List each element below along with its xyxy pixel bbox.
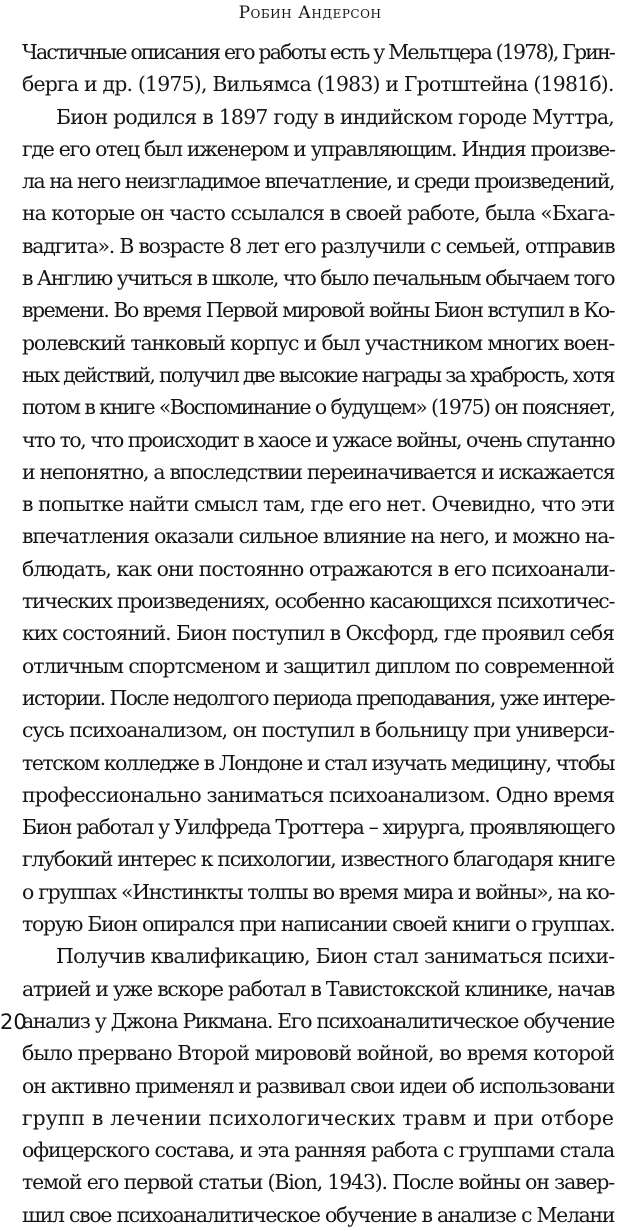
text-line: Получив квалификацию, Бион стал заниматься психи- [56,944,615,969]
text-line: берга и др. (1975), Вильямса (1983) и Гротштейна (1981б). [22,72,614,97]
text-line: торую Бион опирался при написании своей книги о группах. [22,912,615,937]
text-line: Бион работал у Уилфреда Троттера – хирурга, проявляющего [22,815,615,840]
text-line: ных действий, получил две высокие награды за храбрость, хотя [22,362,614,387]
body-text [22,36,614,1231]
text-line: офицерского состава, и эта ранняя работа с группами стала [22,1138,614,1163]
text-line: Бион родился в 1897 году в индийском городе Муттра, [56,104,614,129]
text-line: было прервано Второй мирововй войной, во время которой [22,1041,615,1066]
text-line: истории. После недолгого периода преподавания, уже интере- [22,685,614,710]
text-line: он активно применял и развивал свои идеи об использовани [22,1073,615,1098]
text-line: тических произведениях, особенно касающихся психотичес- [22,589,615,614]
text-line: тетском колледже в Лондоне и стал изучать медицину, чтобы [22,750,614,775]
text-line: Частичные описания его работы есть у Мельтцера (1978), Грин- [22,40,615,64]
text-line: анализ у Джона Рикмана. Его психоаналитическое обучение [22,1008,614,1033]
running-head: Робин Андерсон [238,3,382,23]
text-line: ла на него неизгладимое впечатление, и среди произведений, [22,169,614,194]
text-line: где его отец был иженером и управляющим. Индия произве- [22,136,615,161]
text-line: что то, что происходит в хаосе и ужасе войны, очень спутанно [22,427,615,452]
text-line: ких состояний. Бион поступил в Оксфорд, где проявил себя [22,621,614,646]
text-line: о группах «Инстинкты толпы во время мира и войны», на ко- [22,879,615,904]
text-line: отличным спортсменом и защитил диплом по современной [22,653,614,678]
text-line: шил свое психоаналитическое обучение в анализе с Мелани [22,1202,615,1227]
text-line: темой его первой статьи (Bion, 1943). После войны он завер- [22,1170,615,1195]
text-line: впечатления оказали сильное влияние на него, и можно на- [22,524,614,549]
text-line: ролевский танковый корпус и был участником многих воен- [22,330,615,355]
text-line: вадгита». В возрасте 8 лет его разлучили с семьей, отправив [22,233,615,258]
text-line: в Англию учиться в школе, что было печальным обычаем того [22,266,614,291]
text-line: потом в книге «Воспоминание о будущем» (1975) он поясняет, [22,395,615,420]
text-line: на которые он часто ссылался в своей работе, была «Бхага- [22,201,615,226]
text-line: в попытке найти смысл там, где его нет. Очевидно, что эти [22,492,615,517]
text-line: атрией и уже вскоре работал в Тавистокской клинике, начав [22,976,615,1001]
text-line: блюдать, как они постоянно отражаются в его психоанали- [22,556,615,581]
text-line: времени. Во время Первой мировой войны Бион вступил в Ко- [22,298,615,323]
text-line: профессионально заниматься психоанализом. Одно время [22,782,615,807]
text-line: сусь психоанализом, он поступил в больницу при универси- [22,718,614,743]
page-number: 20 [0,1010,27,1034]
text-line: глубокий интерес к психологии, известного благодаря книге [22,847,615,872]
text-line: групп в лечении психологических травм и при отборе [22,1105,614,1130]
text-line: и непонятно, а впоследствии переиначивается и искажается [22,459,615,484]
